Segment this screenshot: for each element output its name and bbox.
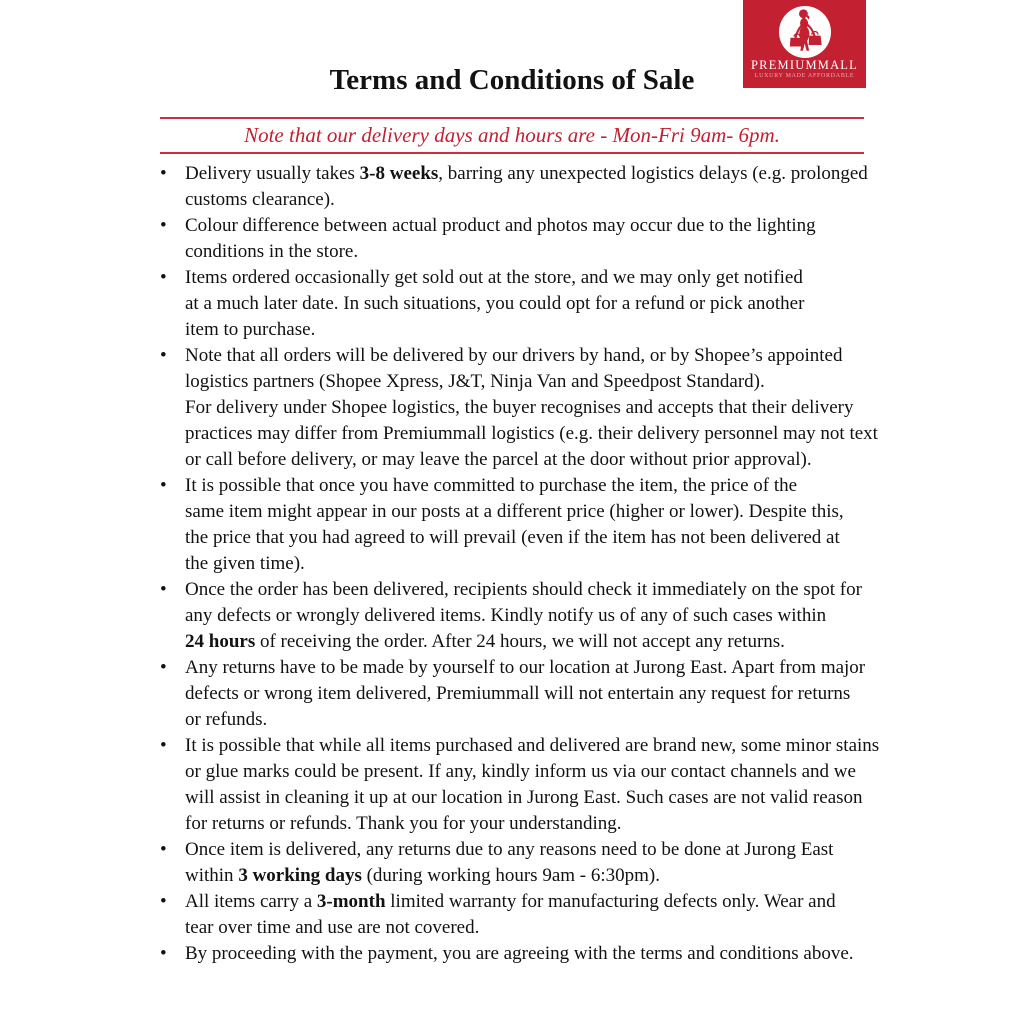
term-item	[160, 889, 900, 941]
term-item	[160, 213, 900, 265]
logo-tagline-text: LUXURY MADE AFFORDABLE	[754, 73, 855, 79]
bullet-icon: •	[160, 345, 167, 366]
term-line: the price that you had agreed to will prevail (even if the item has not been delivered at	[185, 527, 840, 548]
bullet-icon: •	[160, 657, 167, 678]
term-text	[185, 577, 900, 655]
term-line: conditions in the store.	[185, 241, 359, 262]
term-item	[160, 941, 900, 967]
delivery-note-text: Note that our delivery days and hours are - Mon-Fri 9am- 6pm.	[244, 123, 780, 147]
bullet-icon: •	[160, 267, 167, 288]
bullet-icon: •	[160, 839, 167, 860]
term-line: customs clearance).	[185, 189, 335, 210]
term-line: Items ordered occasionally get sold out at the store, and we may only get notified	[185, 267, 803, 288]
term-line: within 3 working days (during working hours 9am - 6:30pm).	[185, 865, 660, 886]
term-text	[185, 889, 900, 941]
term-text	[185, 733, 900, 837]
term-text	[185, 655, 900, 733]
term-line: For delivery under Shopee logistics, the buyer recognises and accepts that their delivery	[185, 397, 854, 418]
term-line: at a much later date. In such situations, you could opt for a refund or pick another	[185, 293, 805, 314]
term-line: Note that all orders will be delivered by our drivers by hand, or by Shopee’s appointed	[185, 345, 843, 366]
term-line: item to purchase.	[185, 319, 316, 340]
term-line: practices may differ from Premiummall logistics (e.g. their delivery personnel may not text	[185, 423, 878, 444]
delivery-note-band	[160, 117, 864, 154]
term-line: same item might appear in our posts at a different price (higher or lower). Despite this,	[185, 501, 844, 522]
term-text	[185, 941, 900, 967]
bullet-icon: •	[160, 163, 167, 184]
term-text	[185, 161, 900, 213]
term-line: or glue marks could be present. If any, kindly inform us via our contact channels and we	[185, 761, 856, 782]
terms-list	[160, 161, 900, 967]
bullet-icon: •	[160, 579, 167, 600]
term-item	[160, 473, 900, 577]
term-line: Once item is delivered, any returns due to any reasons need to be done at Jurong East	[185, 839, 834, 860]
term-item	[160, 655, 900, 733]
page-title: Terms and Conditions of Sale	[329, 64, 695, 96]
logo-circle	[779, 6, 831, 58]
term-text	[185, 213, 900, 265]
term-line: It is possible that while all items purchased and delivered are brand new, some minor stains	[185, 735, 880, 756]
bullet-icon: •	[160, 943, 167, 964]
woman-with-shopping-bags-icon	[779, 6, 831, 58]
term-line: It is possible that once you have committed to purchase the item, the price of the	[185, 475, 798, 496]
term-line: 24 hours of receiving the order. After 24 hours, we will not accept any returns.	[185, 631, 785, 652]
term-line: any defects or wrongly delivered items. Kindly notify us of any of such cases within	[185, 605, 827, 626]
term-item	[160, 343, 900, 473]
term-item	[160, 577, 900, 655]
bullet-icon: •	[160, 475, 167, 496]
term-text	[185, 473, 900, 577]
term-item	[160, 161, 900, 213]
term-line: logistics partners (Shopee Xpress, J&T, Ninja Van and Speedpost Standard).	[185, 371, 765, 392]
bullet-icon: •	[160, 215, 167, 236]
term-line: By proceeding with the payment, you are agreeing with the terms and conditions above.	[185, 943, 854, 964]
term-item	[160, 837, 900, 889]
term-text	[185, 837, 900, 889]
term-line: the given time).	[185, 553, 305, 574]
term-line: Colour difference between actual product and photos may occur due to the lighting	[185, 215, 816, 236]
term-line: tear over time and use are not covered.	[185, 917, 480, 938]
term-line: Once the order has been delivered, recipients should check it immediately on the spot for	[185, 579, 862, 600]
term-item	[160, 265, 900, 343]
bullet-icon: •	[160, 735, 167, 756]
term-line: Any returns have to be made by yourself to our location at Jurong East. Apart from major	[185, 657, 866, 678]
term-line: for returns or refunds. Thank you for your understanding.	[185, 813, 622, 834]
term-line: Delivery usually takes 3-8 weeks, barring any unexpected logistics delays (e.g. prolonged	[185, 163, 868, 184]
logo-brand-text: PREMIUMMALL	[751, 58, 858, 72]
term-line: or call before delivery, or may leave the parcel at the door without prior approval).	[185, 449, 812, 470]
term-text	[185, 343, 900, 473]
bullet-icon: •	[160, 891, 167, 912]
term-line: or refunds.	[185, 709, 268, 730]
term-item	[160, 733, 900, 837]
term-line: defects or wrong item delivered, Premiummall will not entertain any request for returns	[185, 683, 851, 704]
term-line: All items carry a 3-month limited warranty for manufacturing defects only. Wear and	[185, 891, 836, 912]
term-text	[185, 265, 900, 343]
term-line: will assist in cleaning it up at our location in Jurong East. Such cases are not valid reason	[185, 787, 863, 808]
